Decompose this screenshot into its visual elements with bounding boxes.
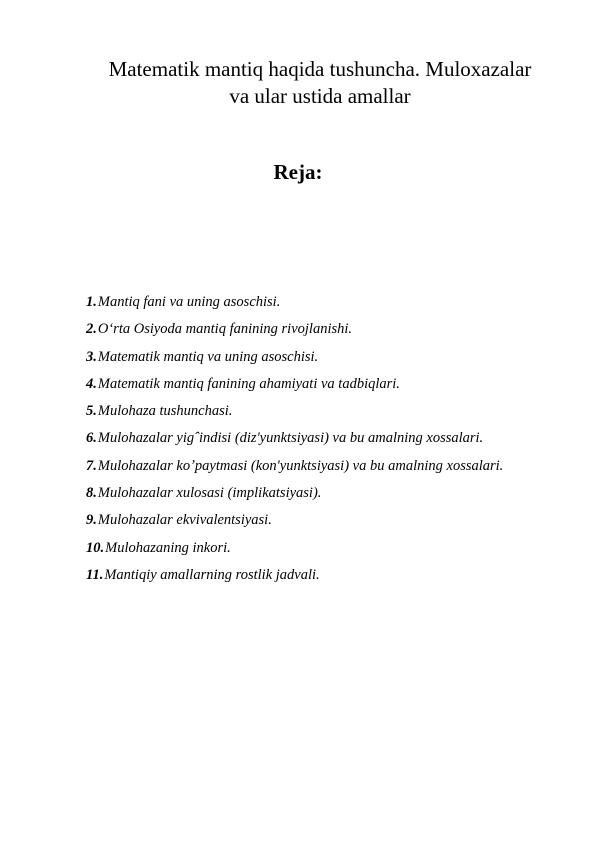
plan-heading: Reja: <box>273 160 323 184</box>
plan-item <box>86 403 586 430</box>
plan-item <box>86 376 586 403</box>
plan-item-text: Mulohazalar yigˆindisi (diz'yunktsiyasi) va bu amalning xossalari. <box>97 430 484 447</box>
plan-item-number: 9. <box>86 512 97 529</box>
plan-item-text: Matematik mantiq va uning asoschisi. <box>97 348 319 365</box>
plan-item <box>86 567 586 594</box>
plan-item-text: Mulohazalar koʼpaytmasi (kon'yunktsiyasi) va bu amalning xossalari. <box>97 457 504 474</box>
plan-item <box>86 540 586 567</box>
plan-item <box>86 512 586 539</box>
plan-item-text: Oʻrta Osiyoda mantiq fanining rivojlanishi. <box>97 321 353 338</box>
plan-item-text: Mulohazalar ekvivalentsiyasi. <box>97 512 272 529</box>
plan-item-number: 5. <box>86 403 97 420</box>
plan-item-number: 3. <box>86 348 97 365</box>
plan-item-number: 1. <box>86 294 97 310</box>
plan-item-number: 7. <box>86 457 97 474</box>
plan-item <box>86 294 586 321</box>
plan-item-number: 10. <box>86 539 105 556</box>
plan-item-text: Matematik mantiq fanining ahamiyati va tadbiqlari. <box>97 375 400 392</box>
plan-item-text: Mulohaza tushunchasi. <box>97 403 233 420</box>
plan-item <box>86 349 586 376</box>
plan-item-number: 8. <box>86 485 97 502</box>
plan-item-number: 2. <box>86 321 97 338</box>
plan-item <box>86 485 586 512</box>
plan-item <box>86 430 586 457</box>
plan-item <box>86 321 586 348</box>
plan-item-number: 11. <box>86 566 104 583</box>
plan-item-number: 4. <box>86 375 97 392</box>
plan-list <box>86 294 586 594</box>
title-line-1: Matematik mantiq haqida tushuncha. Muloxazalar <box>108 57 532 81</box>
plan-item-number: 6. <box>86 430 97 447</box>
plan-item-text: Mantiqiy amallarning rostlik jadvali. <box>104 566 320 583</box>
plan-item-text: Mantiq fani va uning asoschisi. <box>97 294 281 310</box>
title-line-2: va ular ustida amallar <box>229 84 411 108</box>
document-title <box>60 56 580 110</box>
plan-item <box>86 458 586 485</box>
plan-item-text: Mulohazaning inkori. <box>105 539 231 556</box>
plan-item-text: Mulohazalar xulosasi (implikatsiyasi). <box>97 485 322 502</box>
